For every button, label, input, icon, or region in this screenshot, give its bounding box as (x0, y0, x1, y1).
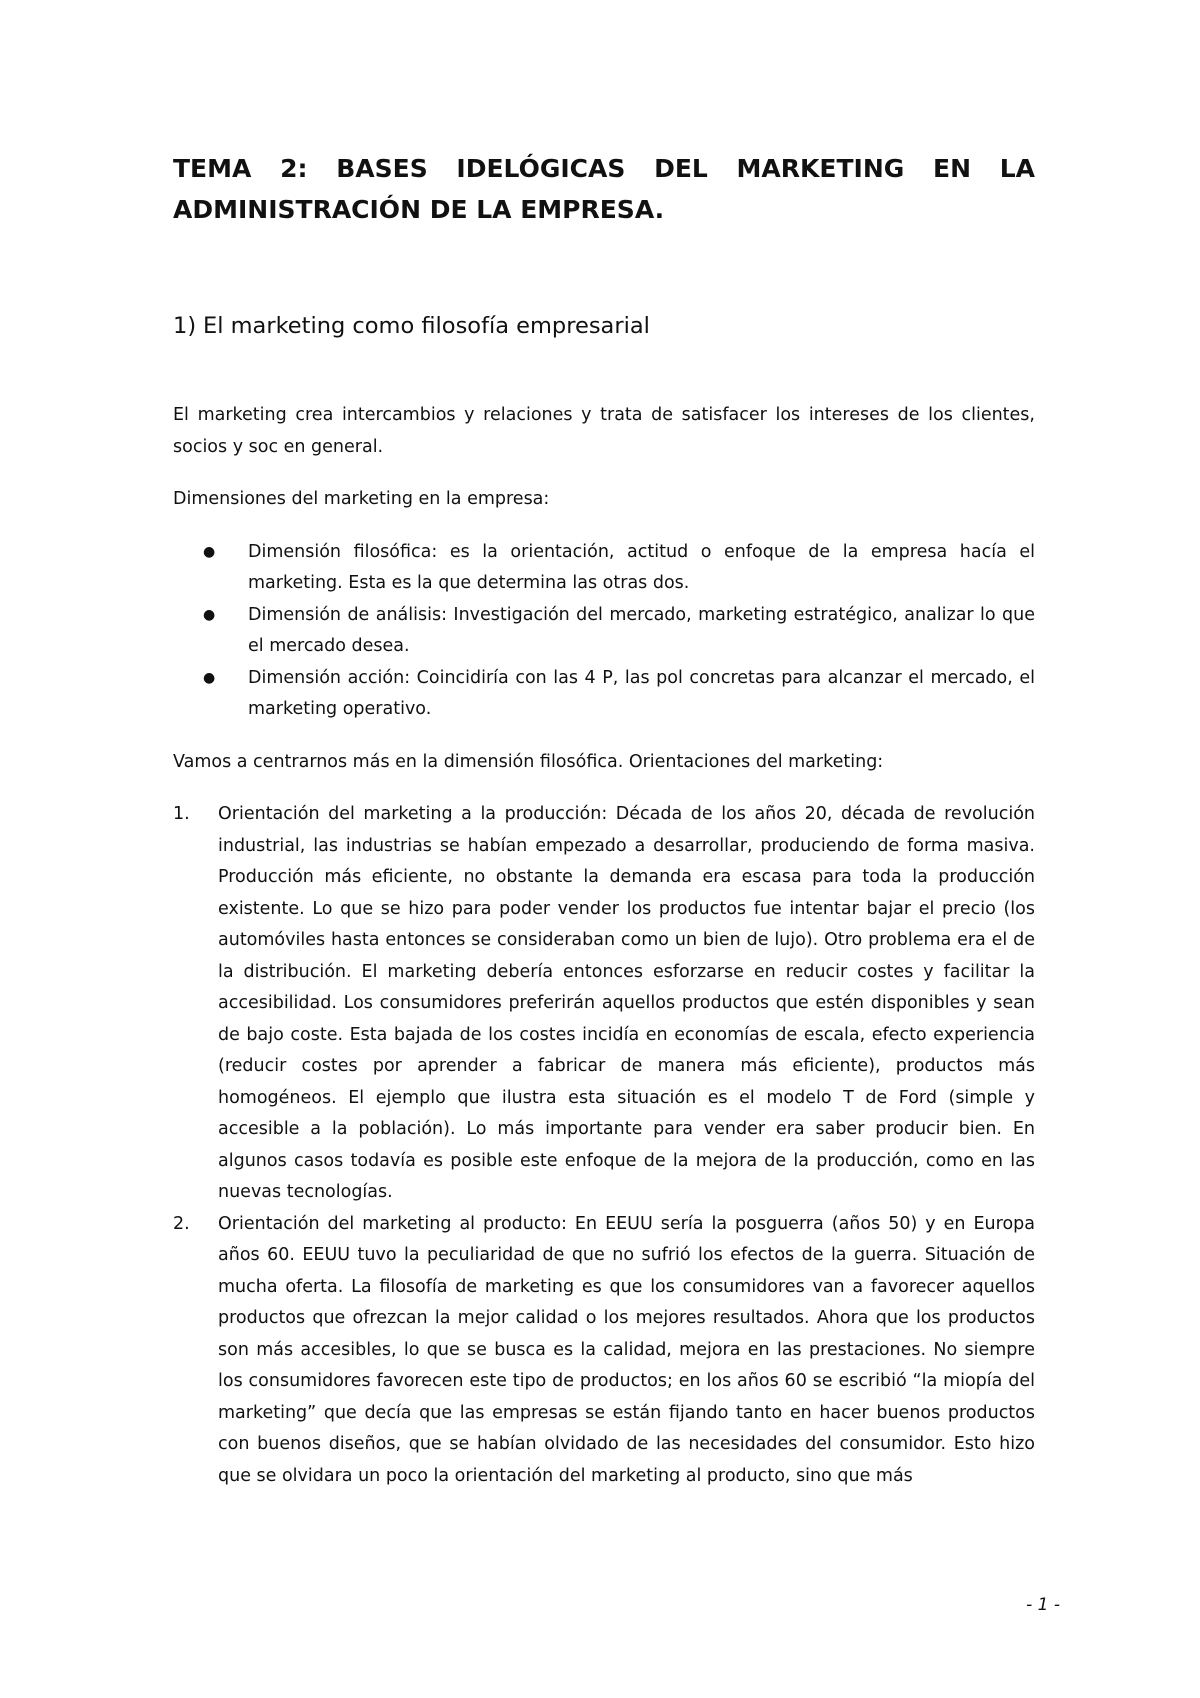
page-number: - 1 - (1026, 1595, 1060, 1615)
dimensions-lead-paragraph: Dimensiones del marketing en la empresa: (173, 489, 550, 509)
intro-paragraph: El marketing crea intercambios y relaciones y trata de satisfacer los intereses de los clientes, socios y soc en general. (173, 405, 1035, 457)
bullet-item-text: Dimensión de análisis: Investigación del mercado, marketing estratégico, analizar lo que el mercado desea. (248, 604, 1035, 656)
orientations-numbered-list (173, 799, 1035, 1492)
numbered-list-item (173, 799, 1035, 1209)
bullet-item (173, 663, 1035, 726)
title-topic-label: TEMA 2: (173, 154, 308, 183)
section-heading-text: El marketing como filosofía empresarial (203, 313, 650, 339)
bullet-icon: ● (203, 669, 216, 686)
bullet-item-text: Dimensión acción: Coincidiría con las 4 P, las pol concretas para alcanzar el mercado, el marketing operativo. (248, 667, 1035, 719)
bullet-icon: ● (203, 543, 216, 560)
document-title (173, 148, 1035, 230)
numbered-list-item (173, 1209, 1035, 1493)
list-number: 2. (173, 1213, 190, 1234)
document-body (173, 148, 1035, 1492)
dimensions-bullet-list (173, 537, 1035, 726)
section-heading (173, 311, 1035, 341)
list-item-text: Orientación del marketing a la producción: Década de los años 20, década de revolución industrial, las industrias se habían empezado a desarrollar, produciendo de forma masiva. Producción más eficiente, no obstante la demanda era escasa para toda la producción existente. Lo que se hizo para poder vender los productos fue intentar bajar el precio (los automóviles hasta entonces se consideraban como un bien de lujo). Otro problema era el de la distribución. El marketing debería entonces esforzarse en reducir costes y facilitar la accesibilidad. Los consumidores preferirán aquellos productos que estén disponibles y sean de bajo coste. Esta bajada de los costes incidía en economías de escala, efecto experiencia (reducir costes por aprender a fabricar de manera más eficiente), productos más homogéneos. El ejemplo que ilustra esta situación es el modelo T de Ford (simple y accesible a la población). Lo más importante para vender era saber producir bien. En algunos casos todavía es posible este enfoque de la mejora de la producción, como en las nuevas tecnologías. (218, 804, 1035, 1202)
bullet-item (173, 600, 1035, 663)
title-text: BASES IDELÓGICAS DEL MARKETING EN LA ADMINISTRACIÓN DE LA EMPRESA. (173, 154, 1035, 224)
list-item-text: Orientación del marketing al producto: En EEUU sería la posguerra (años 50) y en Europa años 60. EEUU tuvo la peculiaridad de que no sufrió los efectos de la guerra. Situación de mucha oferta. La filosofía de marketing es que los consumidores van a favorecer aquellos productos que ofrezcan la mejor calidad o los mejores resultados. Ahora que los productos son más accesibles, lo que se busca es la calidad, mejora en las prestaciones. No siempre los consumidores favorecen este tipo de productos; en los años 60 se escribió “la miopía del marketing” que decía que las empresas se están fijando tanto en hacer buenos productos con buenos diseños, que se habían olvidado de las necesidades del consumidor. Esto hizo que se olvidara un poco la orientación del marketing al producto, sino que más (218, 1213, 1035, 1486)
bullet-item (173, 537, 1035, 600)
bullet-icon: ● (203, 606, 216, 623)
list-number: 1. (173, 804, 190, 824)
bullet-item-text: Dimensión filosófica: es la orientación, actitud o enfoque de la empresa hacía el marketing. Esta es la que determina las otras dos. (248, 541, 1035, 593)
orientations-lead-paragraph: Vamos a centrarnos más en la dimensión filosófica. Orientaciones del marketing: (173, 751, 884, 772)
section-number: 1) (173, 313, 197, 339)
